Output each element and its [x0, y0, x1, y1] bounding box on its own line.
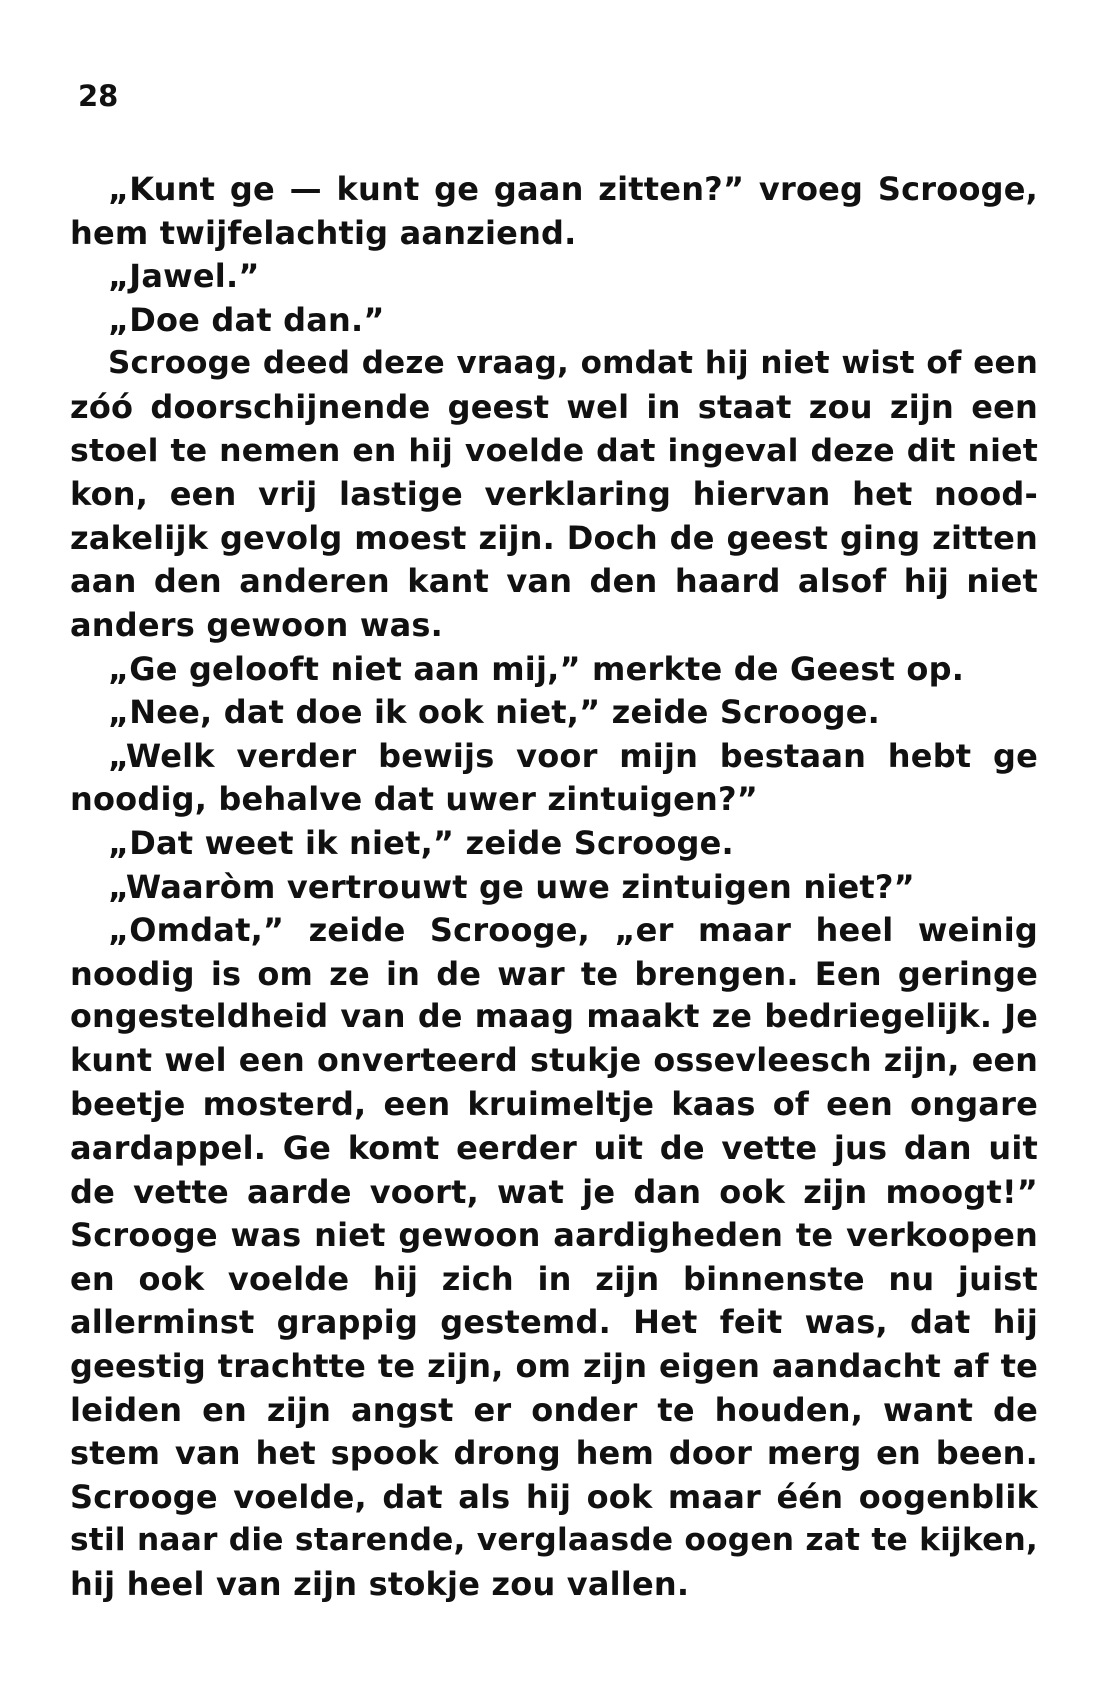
text-line: kunt wel een onverteerd stukje ossevleesch zijn, een — [70, 1042, 1038, 1079]
text-line: „Kunt ge — kunt ge gaan zitten?” vroeg Scrooge, — [108, 170, 1038, 208]
text-line: beetje mosterd, een kruimeltje kaas of een ongare — [70, 1085, 1038, 1124]
text-line: aan den anderen kant van den haard alsof hij niet — [70, 562, 1038, 601]
text-line: zóó doorschijnende geest wel in staat zou zijn een — [70, 387, 1038, 426]
text-line: „Jawel.” — [108, 257, 260, 296]
text-line: zakelijk gevolg moest zijn. Doch de geest ging zitten — [70, 518, 1038, 557]
text-line: allerminst grappig gestemd. Het feit was, dat hij — [70, 1303, 1038, 1342]
text-line: „Doe dat dan.” — [108, 300, 385, 339]
text-line: noodig is om ze in de war te brengen. Een geringe — [70, 954, 1038, 993]
text-line: hij heel van zijn stokje zou vallen. — [70, 1565, 690, 1603]
text-line: en ook voelde hij zich in zijn binnenste nu juist — [70, 1259, 1038, 1298]
text-line: „Ge gelooft niet aan mij,” merkte de Geest op. — [108, 649, 965, 688]
text-line: Scrooge was niet gewoon aardigheden te verkoopen — [70, 1216, 1038, 1255]
text-line: aardappel. Ge komt eerder uit de vette jus dan uit — [70, 1129, 1038, 1168]
text-line: Scrooge voelde, dat als hij ook maar één oogenblik — [70, 1477, 1038, 1516]
text-line: „Nee, dat doe ik ook niet,” zeide Scrooge. — [108, 693, 881, 732]
text-line: hem twijfelachtig aanziend. — [70, 213, 577, 252]
text-line: anders gewoon was. — [70, 605, 443, 644]
text-line: noodig, behalve dat uwer zintuigen?” — [70, 780, 758, 819]
text-line: „Omdat,” zeide Scrooge, „er maar heel weinig — [108, 911, 1038, 950]
text-line: stil naar die starende, verglaasde oogen zat te kijken, — [70, 1522, 1038, 1559]
text-line: „Dat weet ik niet,” zeide Scrooge. — [108, 823, 734, 862]
text-line: Scrooge deed deze vraag, omdat hij niet wist of een — [108, 345, 1038, 382]
text-line: stoel te nemen en hij voelde dat ingeval deze dit niet — [70, 432, 1038, 469]
text-line: ongesteldheid van de maag maakt ze bedriegelijk. Je — [70, 999, 1038, 1036]
text-line: stem van het spook drong hem door merg en been. — [70, 1434, 1038, 1473]
text-line: de vette aarde voort, wat je dan ook zijn moogt!” — [70, 1172, 1038, 1211]
page-number: 28 — [78, 79, 119, 113]
text-line: kon, een vrij lastige verklaring hiervan het nood- — [70, 475, 1038, 514]
text-line: „Welk verder bewijs voor mijn bestaan hebt ge — [108, 736, 1038, 775]
text-line: leiden en zijn angst er onder te houden, want de — [70, 1390, 1038, 1429]
text-line: „Waaròm vertrouwt ge uwe zintuigen niet?” — [108, 867, 915, 906]
page-body-text — [70, 168, 1038, 1607]
text-line: geestig trachtte te zijn, om zijn eigen aandacht af te — [70, 1347, 1038, 1386]
